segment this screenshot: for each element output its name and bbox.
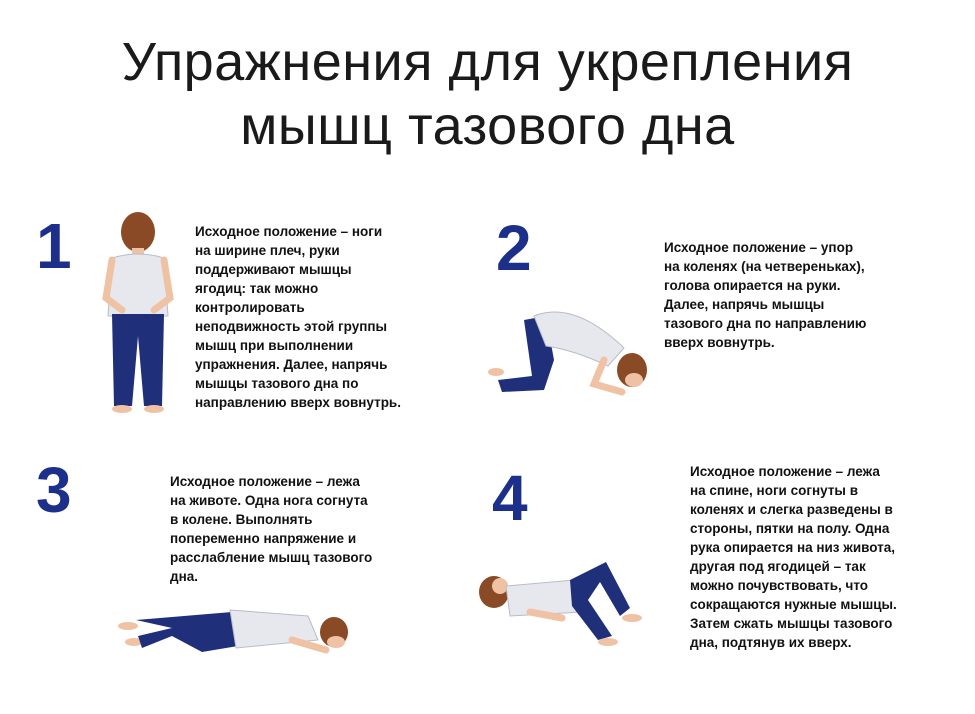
kneeling-person-illustration: [484, 300, 664, 410]
exercise-2-line: вверх вовнутрь.: [664, 335, 775, 350]
exercise-2-line: Исходное положение – упор: [664, 240, 854, 255]
exercise-4-line: рука опирается на низ живота,: [690, 540, 896, 555]
exercise-3-number: 3: [36, 454, 72, 526]
exercise-2-line: на коленях (на четвереньках),: [664, 259, 865, 274]
prone-person-illustration: [112, 596, 352, 666]
exercise-4-line: сокращаются нужные мышцы.: [690, 597, 897, 612]
exercise-1-line: ягодиц: так можно: [195, 281, 319, 296]
exercise-1-line: на ширине плеч, руки: [195, 243, 340, 258]
exercise-3-line: дна.: [170, 569, 198, 584]
exercise-1-line: поддерживают мышцы: [195, 262, 352, 277]
exercise-4-line: дна, подтянув их вверх.: [690, 635, 852, 650]
exercise-1-line: направлению вверх вовнутрь.: [195, 395, 401, 410]
exercise-3-description: [170, 472, 372, 586]
exercise-1-line: мышцы тазового дна по: [195, 376, 359, 391]
exercise-2-line: тазового дна по направлению: [664, 316, 867, 331]
title-line-2: мышц тазового дна: [240, 96, 735, 156]
exercise-4-line: стороны, пятки на полу. Одна: [690, 521, 890, 536]
exercise-4-line: Исходное положение – лежа: [690, 464, 880, 479]
exercise-1-line: Исходное положение – ноги: [195, 224, 383, 239]
exercise-2-number: 2: [496, 212, 532, 284]
exercise-2-description: [664, 238, 866, 352]
exercise-3-line: расслабление мышц тазового: [170, 550, 373, 565]
exercise-4-line: другая под ягодицей – так: [690, 559, 866, 574]
exercise-4-line: можно почувствовать, что: [690, 578, 869, 593]
exercise-4-number: 4: [492, 462, 528, 534]
title-line-1: Упражнения для укрепления: [121, 32, 854, 92]
exercise-4-description: [690, 462, 897, 652]
page-title: [0, 30, 975, 158]
exercise-1-line: упражнения. Далее, напрячь: [195, 357, 388, 372]
exercise-3-line: на животе. Одна нога согнута: [170, 493, 368, 508]
supine-person-illustration: [470, 556, 670, 656]
exercise-1-line: мышц при выполнении: [195, 338, 354, 353]
exercise-4-line: Затем сжать мышцы тазового: [690, 616, 893, 631]
exercise-1-line: неподвижность этой группы: [195, 319, 388, 334]
exercise-3-line: Исходное положение – лежа: [170, 474, 360, 489]
exercise-4-line: коленях и слегка разведены в: [690, 502, 893, 517]
exercise-2-line: голова опирается на руки.: [664, 278, 841, 293]
exercise-4-line: на спине, ноги согнуты в: [690, 483, 859, 498]
exercise-1-description: [195, 222, 401, 412]
exercise-3-line: в колене. Выполнять: [170, 512, 313, 527]
exercise-3-line: попеременно напряжение и: [170, 531, 357, 546]
exercise-1-number: 1: [36, 210, 72, 282]
exercise-1-line: контролировать: [195, 300, 305, 315]
exercise-2-line: Далее, напрячь мышцы: [664, 297, 825, 312]
standing-person-illustration: [98, 206, 178, 416]
